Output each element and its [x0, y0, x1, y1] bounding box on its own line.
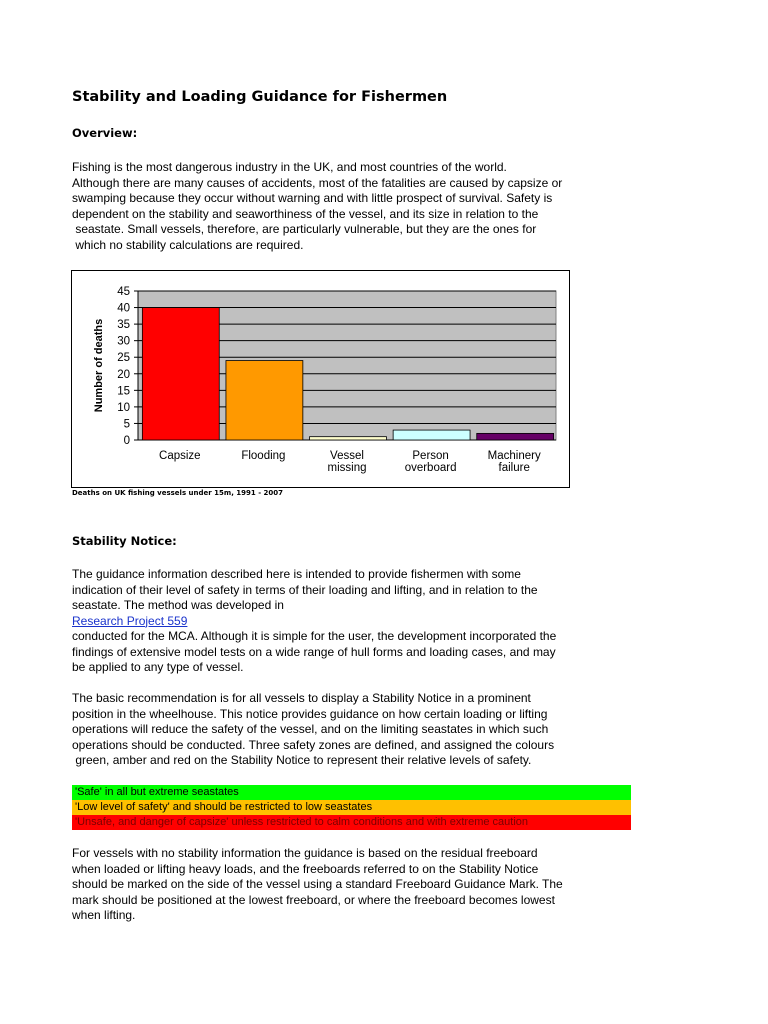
notice-line: be applied to any type of vessel.	[72, 660, 244, 674]
y-axis-label: Number of deaths	[93, 318, 105, 413]
recommendation-line: position in the wheelhouse. This notice provides guidance on how certain loading or lifting	[72, 706, 548, 721]
deaths-chart	[71, 270, 570, 488]
bar	[393, 430, 470, 440]
overview-line: Although there are many causes of accidents, most of the fatalities are caused by capsize or	[72, 175, 563, 190]
stability-notice-heading: Stability Notice:	[72, 534, 177, 548]
overview-heading: Overview:	[72, 126, 138, 140]
y-tick-label: 0	[123, 435, 130, 447]
y-tick-label: 35	[117, 319, 130, 332]
y-tick-label: 20	[117, 368, 130, 381]
y-tick-label: 45	[117, 286, 130, 298]
zone-red: 'Unsafe, and danger of capsize' unless restricted to calm conditions and with extreme caution	[72, 815, 631, 830]
overview-line: dependent on the stability and seaworthiness of the vessel, and its size in relation to the	[72, 206, 539, 221]
freeboard-line: mark should be positioned at the lowest freeboard, or where the freeboard becomes lowest	[72, 892, 555, 907]
recommendation-line: operations will reduce the safety of the vessel, and on the limiting seastates in which such	[72, 722, 549, 736]
bar	[477, 433, 554, 440]
freeboard-paragraph	[72, 846, 563, 924]
y-tick-label: 30	[117, 335, 130, 348]
recommendation-paragraph	[72, 691, 554, 769]
y-tick-label: 15	[117, 385, 130, 398]
notice-line: seastate. The method was developed in	[72, 598, 284, 612]
freeboard-line: should be marked on the side of the vessel using a standard Freeboard Guidance Mark. The	[72, 877, 563, 891]
freeboard-line: when lifting.	[72, 908, 136, 922]
x-tick-label: Vessel missing	[327, 450, 367, 474]
y-tick-label: 5	[123, 418, 130, 431]
recommendation-line: green, amber and red on the Stability Notice to represent their relative levels of safety.	[72, 753, 532, 767]
research-project-link[interactable]: Research Project 559	[72, 613, 188, 628]
notice-line: conducted for the MCA. Although it is simple for the user, the development incorporated the	[72, 629, 557, 643]
overview-paragraph	[72, 160, 562, 253]
y-tick-label: 25	[117, 352, 130, 365]
freeboard-line: For vessels with no stability information the guidance is based on the residual freeboard	[72, 846, 538, 860]
recommendation-line: operations should be conducted. Three safety zones are defined, and assigned the colours	[72, 737, 555, 752]
y-tick-label: 10	[117, 401, 130, 414]
notice-line: indication of their level of safety in terms of their loading and lifting, and in relation to the	[72, 582, 538, 597]
x-tick-label: Person overboard	[404, 450, 457, 474]
x-tick-label: Flooding	[241, 450, 286, 462]
notice-line: findings of extensive model tests on a wide range of hull forms and loading cases, and may	[72, 644, 556, 659]
overview-line: which no stability calculations are required.	[72, 237, 304, 252]
bar	[226, 361, 303, 440]
overview-line: swamping because they occur without warning and with little prospect of survival. Safety is	[72, 191, 553, 205]
zone-amber: 'Low level of safety' and should be restricted to low seastates	[72, 800, 631, 815]
freeboard-line: when loaded or lifting heavy loads, and the freeboards referred to on the Stability Notice	[72, 861, 539, 876]
bar	[142, 308, 219, 440]
notice-line: The guidance information described here is intended to provide fishermen with some	[72, 567, 521, 581]
x-tick-label: Capsize	[159, 450, 201, 462]
chart-caption: Deaths on UK fishing vessels under 15m, 1991 - 2007	[72, 489, 284, 497]
y-tick-label: 40	[117, 302, 130, 315]
deaths-chart-svg	[72, 271, 569, 487]
stability-notice-paragraph	[72, 567, 556, 676]
bar	[310, 437, 387, 440]
overview-line: seastate. Small vessels, therefore, are particularly vulnerable, but they are the ones for	[72, 222, 537, 236]
overview-line: Fishing is the most dangerous industry in the UK, and most countries of the world.	[72, 160, 507, 174]
document-title: Stability and Loading Guidance for Fishermen	[72, 89, 448, 105]
recommendation-line: The basic recommendation is for all vessels to display a Stability Notice in a prominent	[72, 691, 531, 705]
safety-zones	[72, 785, 631, 830]
x-tick-label: Machinery failure	[487, 450, 541, 474]
zone-green: 'Safe' in all but extreme seastates	[72, 785, 631, 800]
